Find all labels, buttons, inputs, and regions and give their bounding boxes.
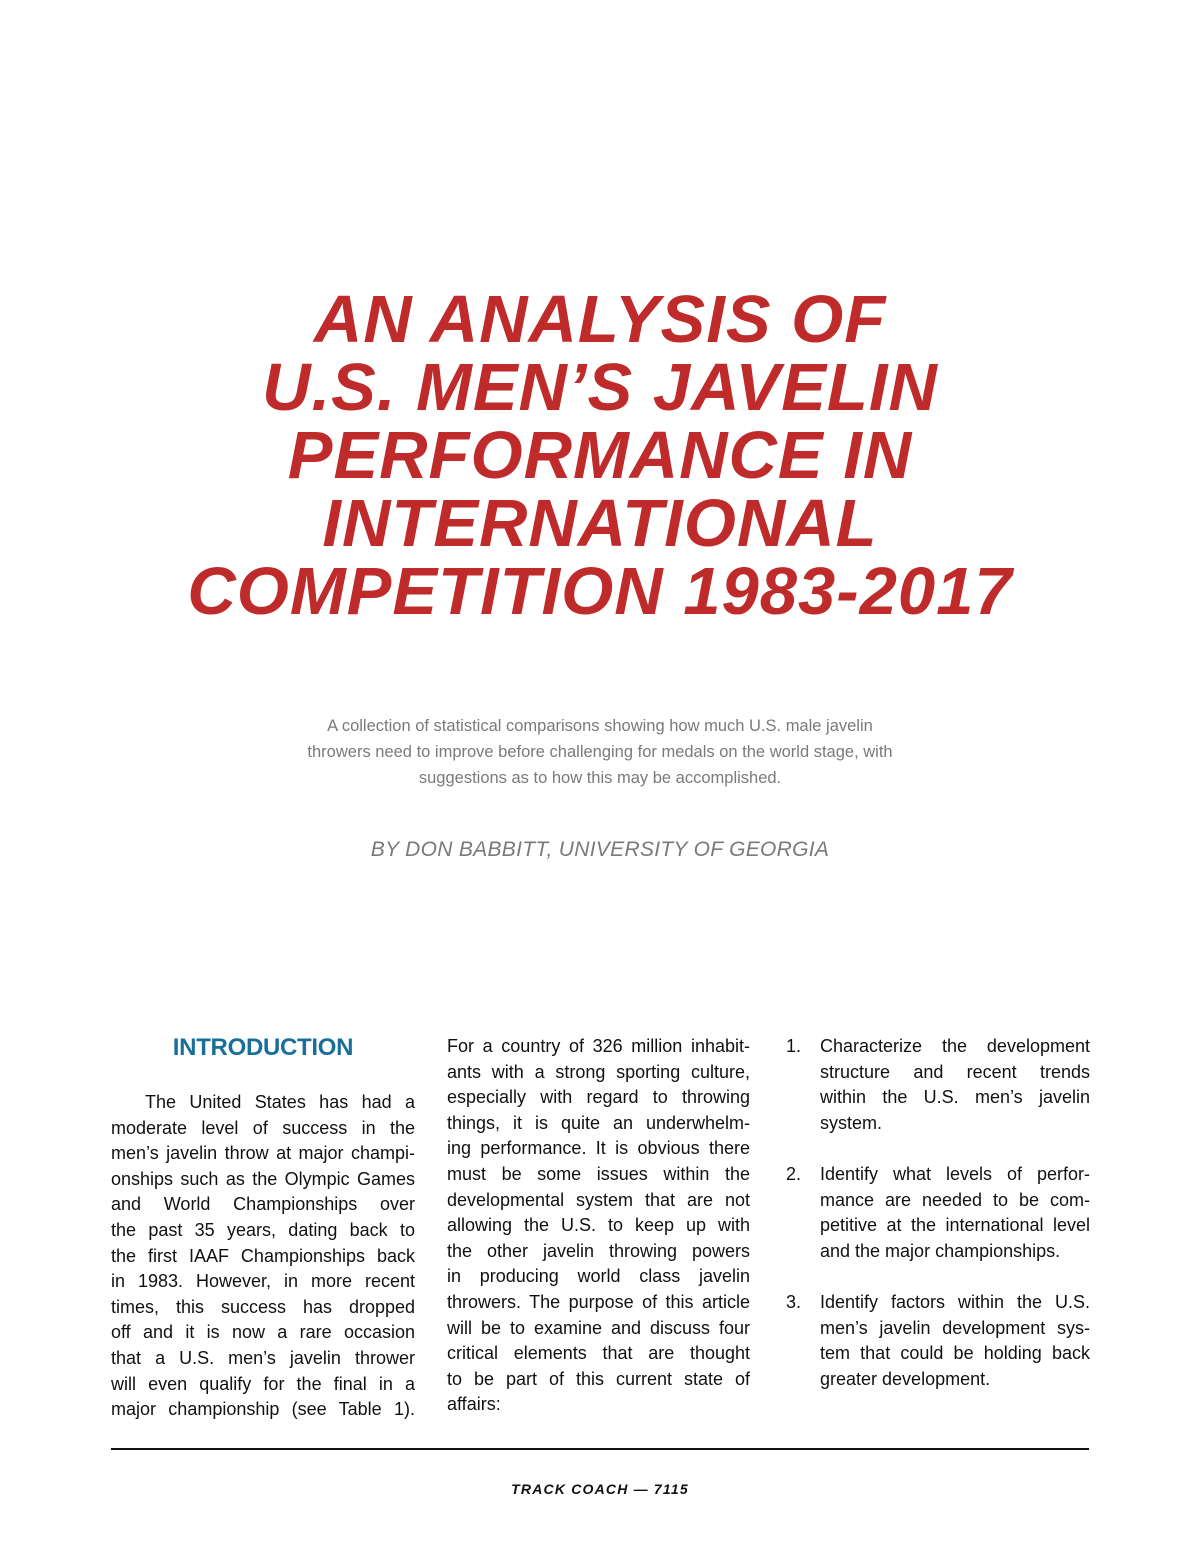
list-line: Characterize the development xyxy=(820,1036,1090,1056)
body-line: moderate level of success in the xyxy=(111,1117,415,1138)
body-line: must be some issues within the xyxy=(447,1163,750,1184)
list-line: and the major championships. xyxy=(820,1240,1061,1261)
list-line: Identify factors within the U.S. xyxy=(820,1291,1090,1312)
list-number: 2. xyxy=(786,1163,802,1184)
body-line: ants with a strong sporting culture, xyxy=(447,1061,750,1082)
body-line: onships such as the Olympic Games xyxy=(111,1168,415,1189)
body-line: The United States has had a xyxy=(145,1092,415,1112)
body-line: allowing the U.S. to keep up with xyxy=(447,1215,750,1236)
list-line: greater development. xyxy=(820,1368,991,1389)
footer-divider xyxy=(111,1448,1089,1450)
list-line: petitive at the international level xyxy=(820,1215,1090,1236)
list-line: tem that could be holding back xyxy=(820,1343,1090,1364)
body-line: critical elements that are thought xyxy=(447,1343,750,1364)
page-footer: TRACK COACH — 7115 xyxy=(511,1481,689,1497)
body-line: that a U.S. men’s javelin thrower xyxy=(111,1347,415,1368)
list-item xyxy=(786,1290,1090,1392)
body-line: For a country of 326 million inhabit- xyxy=(447,1036,750,1056)
list-line: mance are needed to be com- xyxy=(820,1189,1090,1210)
body-line: things, it is quite an underwhelm- xyxy=(447,1112,750,1133)
body-line: to be part of this current state of xyxy=(447,1368,750,1389)
body-line: throwers. The purpose of this article xyxy=(447,1291,750,1312)
title-line: U.S. MEN’S JAVELIN xyxy=(262,350,938,425)
column-list xyxy=(786,1034,1090,1418)
body-line: in producing world class javelin xyxy=(447,1266,750,1287)
body-line: men’s javelin throw at major champi- xyxy=(111,1143,415,1164)
section-heading: INTRODUCTION xyxy=(172,1034,354,1061)
list-item xyxy=(786,1034,1090,1136)
list-number: 1. xyxy=(786,1036,802,1056)
column-body-2 xyxy=(447,1034,750,1418)
list-line: men’s javelin development sys- xyxy=(820,1317,1090,1338)
list-line: Identify what levels of perfor- xyxy=(820,1163,1090,1184)
title-line: AN ANALYSIS OF xyxy=(313,282,887,357)
body-line: off and it is now a rare occasion xyxy=(111,1322,415,1343)
article-deck xyxy=(250,713,950,791)
body-line: the past 35 years, dating back to xyxy=(111,1219,415,1240)
author-byline: BY DON BABBITT, UNIVERSITY OF GEORGIA xyxy=(370,838,830,861)
body-line: ing performance. It is obvious there xyxy=(447,1138,750,1159)
body-line: in 1983. However, in more recent xyxy=(111,1271,415,1292)
article-title xyxy=(0,282,1200,629)
deck-line: A collection of statistical comparisons showing how much U.S. male javelin xyxy=(327,717,873,735)
list-line: within the U.S. men’s javelin xyxy=(820,1087,1090,1108)
deck-line: suggestions as to how this may be accomplished. xyxy=(418,769,782,787)
body-line: especially with regard to throwing xyxy=(447,1087,750,1108)
body-line: developmental system that are not xyxy=(447,1189,750,1210)
list-line: structure and recent trends xyxy=(820,1061,1090,1082)
title-line: INTERNATIONAL xyxy=(322,486,878,561)
column-introduction xyxy=(111,1034,415,1423)
list-number: 3. xyxy=(786,1291,802,1312)
body-line: times, this success has dropped xyxy=(111,1296,415,1317)
title-line: COMPETITION 1983-2017 xyxy=(187,554,1013,629)
body-line: major championship (see Table 1). xyxy=(111,1399,415,1420)
list-item xyxy=(786,1162,1090,1264)
body-line: will even qualify for the final in a xyxy=(111,1373,415,1394)
body-line: affairs: xyxy=(447,1394,501,1415)
body-line: will be to examine and discuss four xyxy=(447,1317,750,1338)
deck-line: throwers need to improve before challenging for medals on the world stage, with xyxy=(307,743,893,761)
list-line: system. xyxy=(820,1112,883,1133)
body-line: and World Championships over xyxy=(111,1194,415,1215)
title-line: PERFORMANCE IN xyxy=(287,418,913,493)
body-line: the first IAAF Championships back xyxy=(111,1245,415,1266)
body-line: the other javelin throwing powers xyxy=(447,1240,750,1261)
